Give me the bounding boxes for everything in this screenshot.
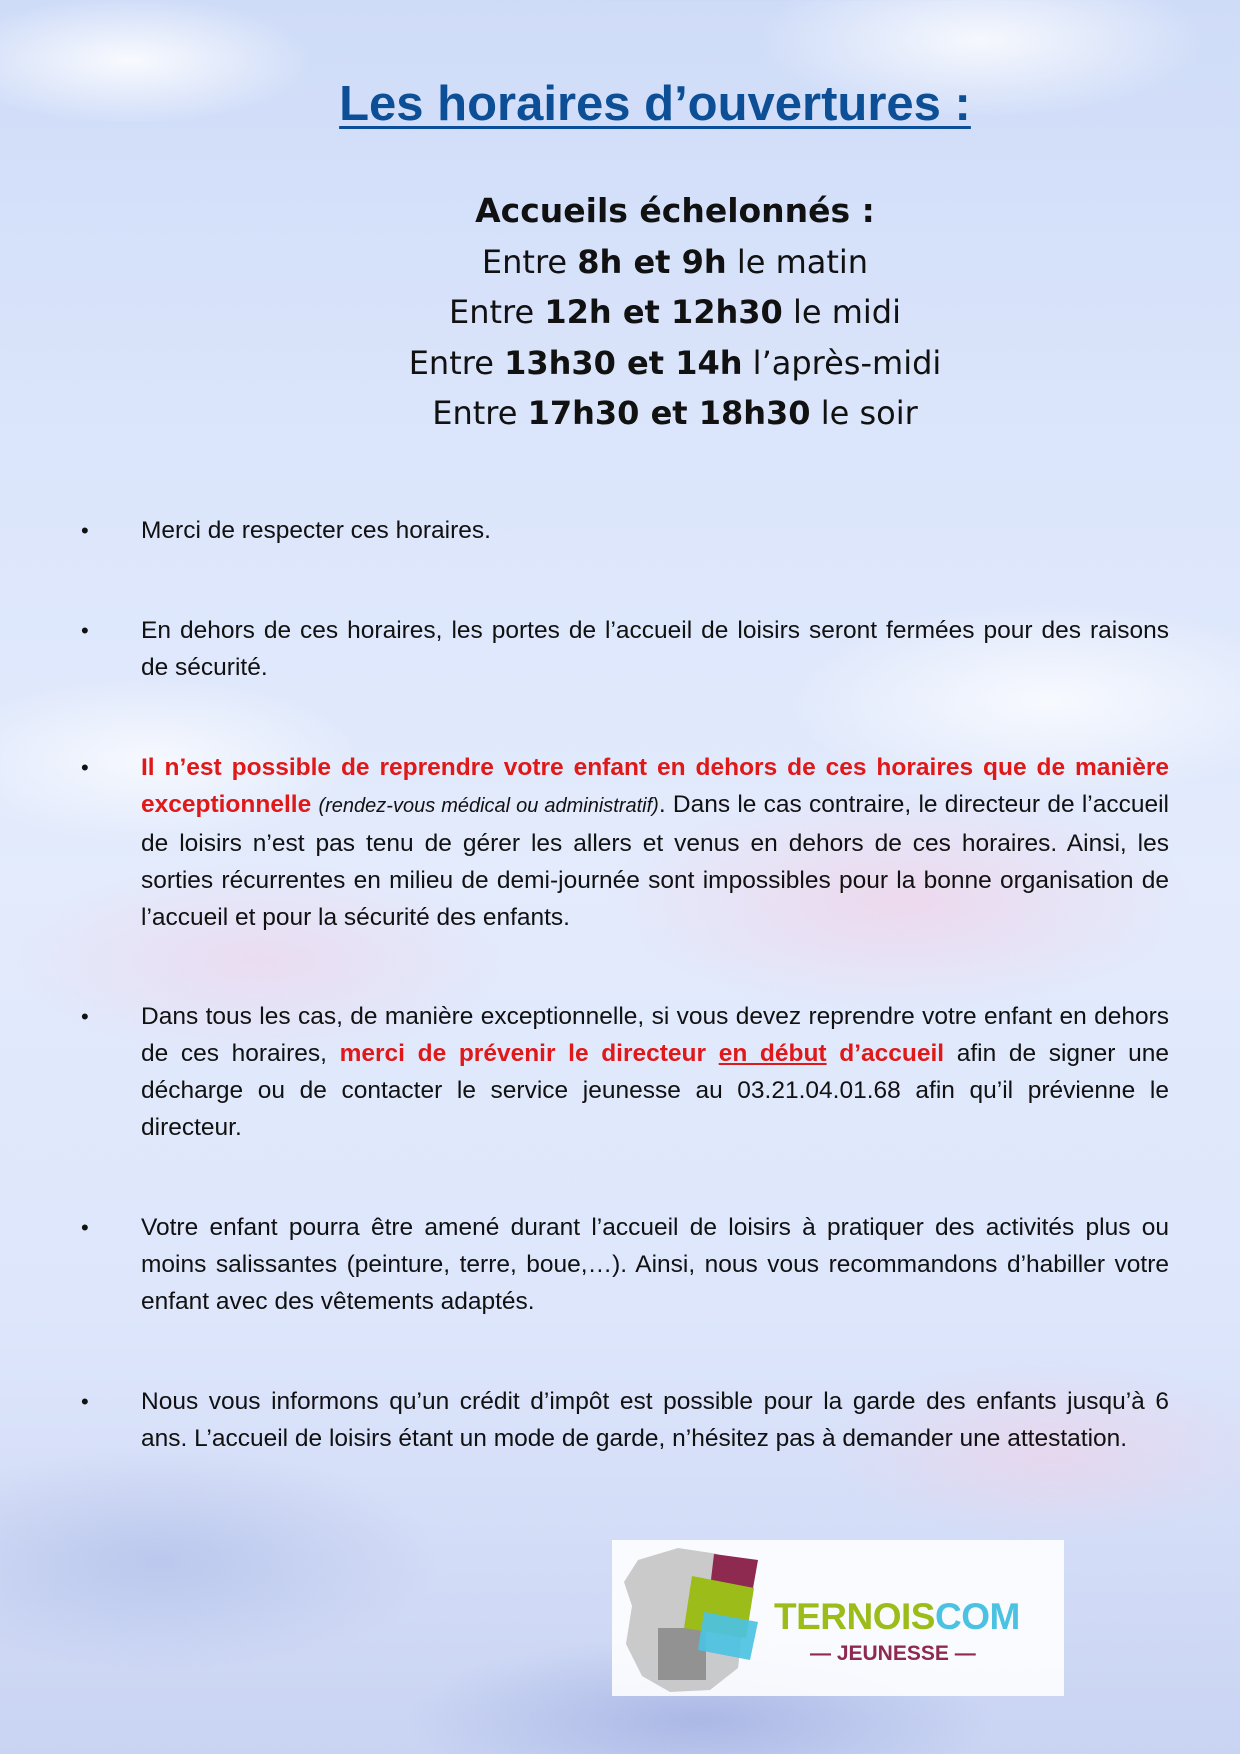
logo-subtitle: — JEUNESSE — (810, 1642, 976, 1665)
rule-respect-hours: • Merci de respecter ces horaires. (141, 512, 1169, 549)
logo-mark-icon (618, 1540, 778, 1696)
rule-tax-credit: • Nous vous informons qu’un crédit d’impôt est possible pour la garde des enfants jusqu’à 6 ans. L’accueil de loisirs étant un mode de garde, n’hésitez pas à demander une attestation. (141, 1383, 1169, 1457)
schedule-row-morning: Entre 8h et 9h le matin (481, 242, 869, 281)
rules-list (141, 512, 1169, 1457)
schedule-block (300, 186, 1050, 439)
page-title: Les horaires d’ouvertures : (339, 77, 971, 131)
schedule-heading: Accueils échelonnés : (475, 191, 875, 230)
logo-brand-text: TERNOISCOM (774, 1596, 1020, 1637)
rule-exceptional-pickup: • Il n’est possible de reprendre votre enfant en dehors de ces horaires que de manière exceptionnelle (rendez-vous médical ou administratif). Dans le cas contraire, le directeur de l’accueil de loisirs n’est pas tenu de gérer les allers et venus en dehors de ces horaires. Ainsi, les sorties récurrentes en milieu de demi-journée sont impossibles pour la bonne organisation de l’accueil et pour la sécurité des enfants. (141, 749, 1169, 936)
schedule-row-noon: Entre 12h et 12h30 le midi (449, 293, 901, 331)
ternoiscom-jeunesse-logo (612, 1540, 1064, 1696)
schedule-row-evening: Entre 17h30 et 18h30 le soir (432, 394, 918, 432)
rule-messy-activities: • Votre enfant pourra être amené durant l’accueil de loisirs à pratiquer des activités plus ou moins salissantes (peinture, terre, boue,…). Ainsi, nous vous recommandons d’habiller votre enfant avec des vêtements adaptés. (141, 1209, 1169, 1320)
rule-notify-director: • Dans tous les cas, de manière exceptionnelle, si vous devez reprendre votre enfant en dehors de ces horaires, merci de prévenir le directeur en début d’accueil afin de signer une décharge ou de contacter le service jeunesse au 03.21.04.01.68 afin qu’il prévienne le directeur. (141, 998, 1169, 1146)
rule-doors-closed: • En dehors de ces horaires, les portes de l’accueil de loisirs seront fermées pour des raisons de sécurité. (141, 612, 1169, 686)
schedule-row-afternoon: Entre 13h30 et 14h l’après-midi (408, 343, 942, 382)
